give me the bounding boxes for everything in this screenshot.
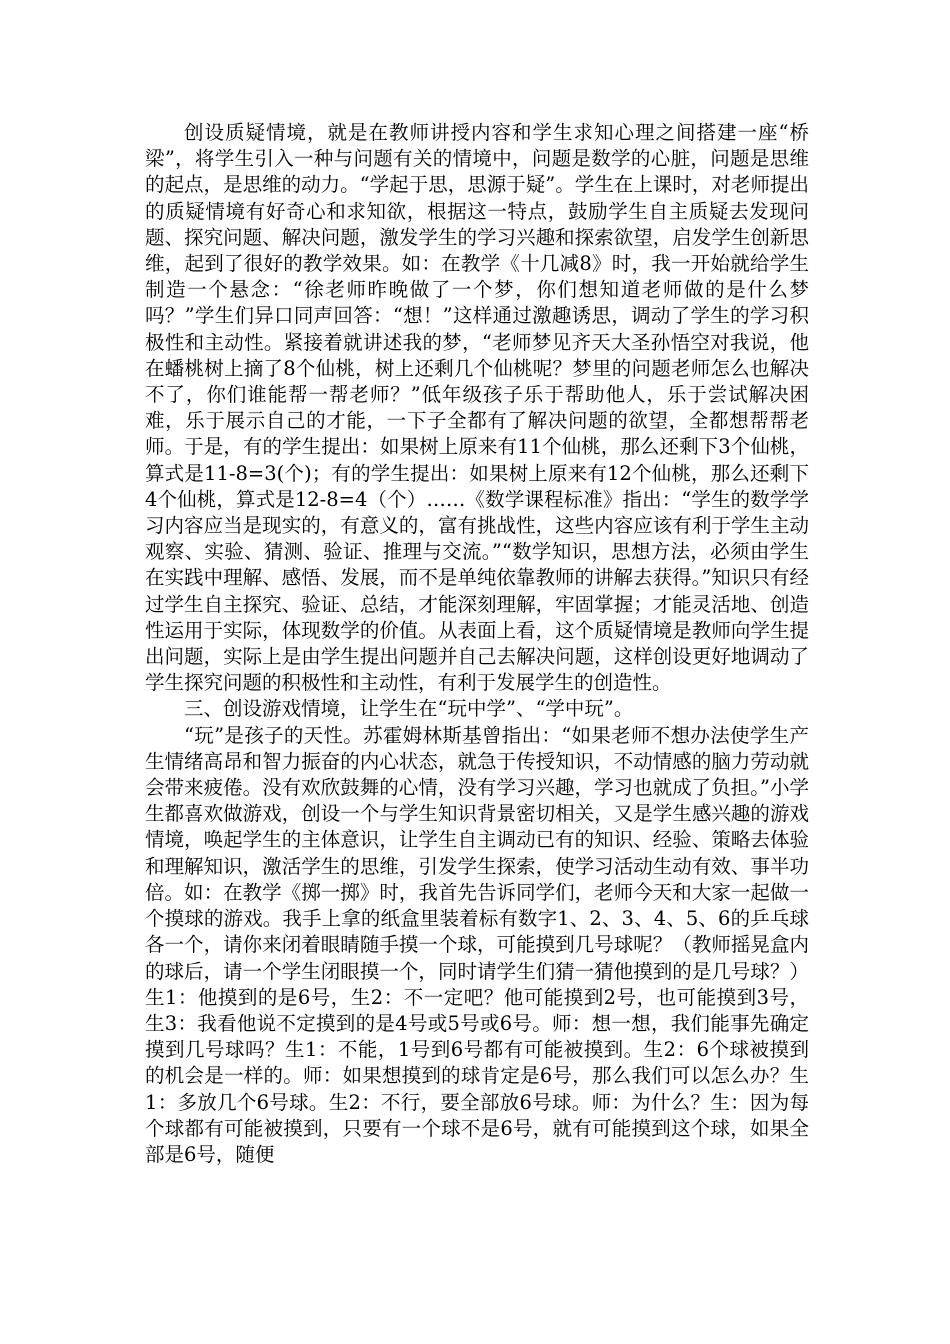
document-body xyxy=(145,120,809,1168)
paragraph-questioning-situation: 创设质疑情境，就是在教师讲授内容和学生求知心理之间搭建一座“桥梁”，将学生引入一种与问题有关的情境中，问题是数学的心脏，问题是思维的起点，是思维的动力。“学起于思，思源于疑”。学生在上课时，对老师提出的质疑情境有好奇心和求知欲，根据这一特点，鼓励学生自主质疑去发现问题、探究问题、解决问题，激发学生的学习兴趣和探索欲望，启发学生创新思维，起到了很好的教学效果。如：在教学《十几减8》时，我一开始就给学生制造一个悬念：“徐老师昨晚做了一个梦，你们想知道老师做的是什么梦吗？”学生们异口同声回答：“想！”这样通过激趣诱思，调动了学生的学习积极性和主动性。紧接着就讲述我的梦，“老师梦见齐天大圣孙悟空对我说，他在蟠桃树上摘了8个仙桃，树上还剩几个仙桃呢？梦里的问题老师怎么也解决不了，你们谁能帮一帮老师？”低年级孩子乐于帮助他人，乐于尝试解决困难，乐于展示自己的才能，一下子全都有了解决问题的欲望，全都想帮帮老师。于是，有的学生提出：如果树上原来有11个仙桃，那么还剩下3个仙桃，算式是11-8=3(个)；有的学生提出：如果树上原来有12个仙桃，那么还剩下4个仙桃，算式是12-8=4（个）……《数学课程标准》指出：“学生的数学学习内容应当是现实的，有意义的，富有挑战性，这些内容应该有利于学生主动观察、实验、猜测、验证、推理与交流。”“数学知识，思想方法，必须由学生在实践中理解、感悟、发展，而不是单纯依靠教师的讲解去获得。”知识只有经过学生自主探究、验证、总结，才能深刻理解，牢固掌握；才能灵活地、创造性运用于实际，体现数学的价值。从表面上看，这个质疑情境是教师向学生提出问题，实际上是由学生提出问题并自己去解决问题，这样创设更好地调动了学生探究问题的积极性和主动性，有利于发展学生的创造性。 xyxy=(145,121,809,695)
section-heading-game-situation: 三、创设游戏情境，让学生在“玩中学”、“学中玩”。 xyxy=(184,697,634,721)
paragraph-game-situation: “玩”是孩子的天性。苏霍姆林斯基曾指出：“如果老师不想办法使学生产生情绪高昂和智力振奋的内心状态，就急于传授知识，不动情感的脑力劳动就会带来疲倦。没有欢欣鼓舞的心情，没有学习兴趣，学习也就成了负担。”小学生都喜欢做游戏，创设一个与学生知识背景密切相关，又是学生感兴趣的游戏情境，唤起学生的主体意识，让学生自主调动已有的知识、经验、策略去体验和理解知识，激活学生的思维，引发学生探索，使学习活动生动有效、事半功倍。如：在教学《掷一掷》时，我首先告诉同学们，老师今天和大家一起做一个摸球的游戏。我手上拿的纸盒里装着标有数字1、2、3、4、5、6的乒乓球各一个，请你来闭着眼睛随手摸一个球，可能摸到几号球呢？（教师摇晃盒内的球后，请一个学生闭眼摸一个，同时请学生们猜一猜他摸到的是几号球？）生1：他摸到的是6号，生2：不一定吧？他可能摸到2号，也可能摸到3号，生3：我看他说不定摸到的是4号或5号或6号。师：想一想，我们能事先确定摸到几号球吗？生1：不能，1号到6号都有可能被摸到。生2：6个球被摸到的机会是一样的。师：如果想摸到的球肯定是6号，那么我们可以怎么办？生1：多放几个6号球。生2：不行，要全部放6号球。师：为什么？生：因为每个球都有可能被摸到，只要有一个球不是6号，就有可能摸到这个球，如果全部是6号，随便 xyxy=(145,723,809,1166)
